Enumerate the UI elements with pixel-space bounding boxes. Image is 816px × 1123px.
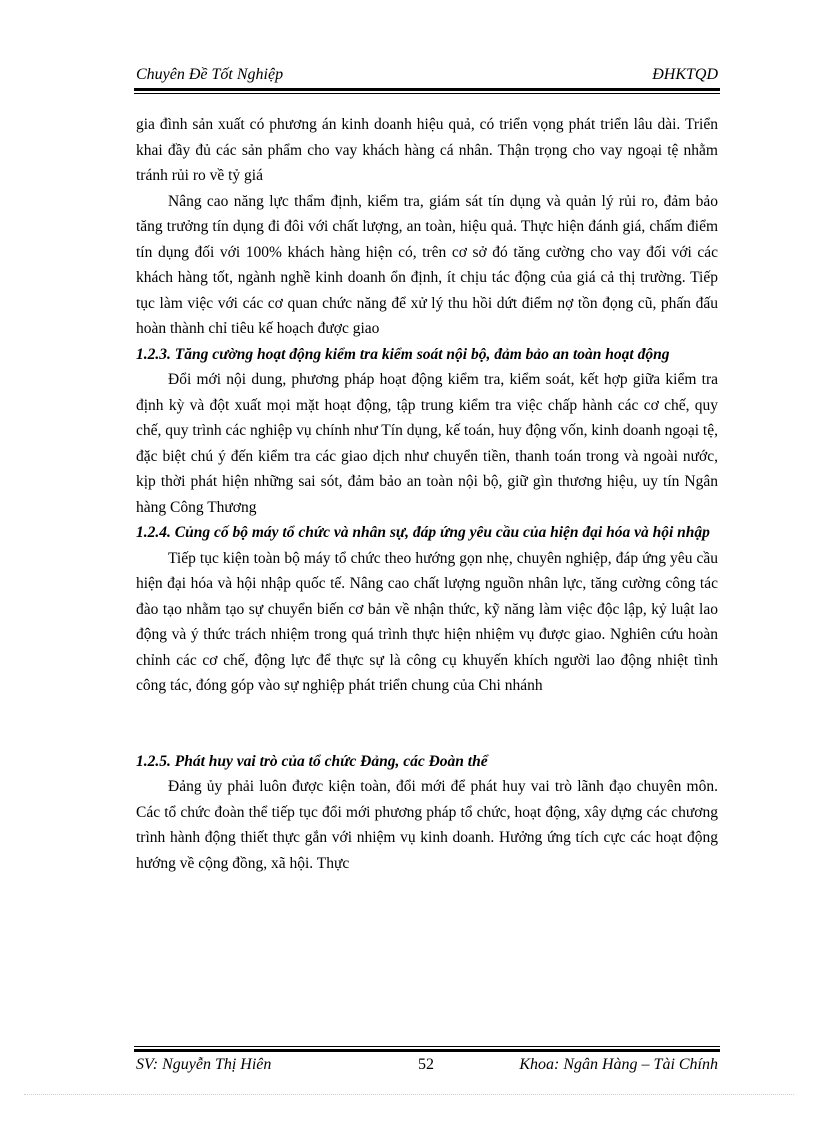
paragraph-3: Đổi mới nội dung, phương pháp hoạt động kiểm tra, kiểm soát, kết hợp giữa kiểm tra định kỳ và đột xuất mọi mặt hoạt động, tập trung kiểm tra việc chấp hành các cơ chế, quy chế, quy trình các nghiệp vụ chính như Tín dụng, kế toán, huy động vốn, kinh doanh ngoại tệ, đặc biệt chú ý đến kiểm tra các giao dịch như chuyển tiền, thanh toán trong và ngoài nước, kịp thời phát hiện những sai sót, đảm bảo an toàn nội bộ, giữ gìn thương hiệu, uy tín Ngân hàng Công Thương [136,371,718,516]
paragraph-4: Tiếp tục kiện toàn bộ máy tổ chức theo hướng gọn nhẹ, chuyên nghiệp, đáp ứng yêu cầu hiện đại hóa và hội nhập quốc tế. Nâng cao chất lượng nguồn nhân lực, tăng cường công tác đào tạo nhằm tạo sự chuyển biến cơ bản về nhận thức, kỹ năng làm việc độc lập, kỷ luật lao động và ý thức trách nhiệm trong quá trình thực hiện nhiệm vụ được giao. Nghiên cứu hoàn chỉnh các cơ chế, động lực để thực sự là công cụ khuyến khích người lao động nhiệt tình công tác, đóng góp vào sự nghiệp phát triển chung của Chi nhánh [136,549,718,694]
paragraph-2: Nâng cao năng lực thẩm định, kiểm tra, giám sát tín dụng và quản lý rủi ro, đảm bảo tăng trưởng tín dụng đi đôi với chất lượng, an toàn, hiệu quả. Thực hiện đánh giá, chấm điểm tín dụng đối với 100% khách hàng hiện có, trên cơ sở đó tăng cường cho vay đối với các khách hàng tốt, ngành nghề kinh doanh ổn định, ít chịu tác động của giá cả thị trường. Tiếp tục làm việc với các cơ quan chức năng để xử lý thu hồi dứt điểm nợ tồn đọng cũ, phấn đấu hoàn thành chỉ tiêu kế hoạch được giao [136,192,718,337]
paragraph-1: gia đình sản xuất có phương án kinh doanh hiệu quả, có triển vọng phát triển lâu dài. Triển khai đầy đủ các sản phẩm cho vay khách hàng cá nhân. Thận trọng cho vay ngoại tệ nhằm tránh rủi ro về tỷ giá [136,116,718,184]
page-footer [134,1054,720,1078]
header-rule-thick [134,88,720,91]
footer-rule-thick [134,1049,720,1052]
blank-space [136,699,718,749]
footer-student-name: SV: Nguyễn Thị Hiên [136,1056,272,1073]
section-heading-1-2-5: 1.2.5. Phát huy vai trò của tổ chức Đảng, các Đoàn thể [136,752,488,770]
footer-rule-thin [134,1046,720,1047]
header-document-title: Chuyên Đề Tốt Nghiệp [136,66,284,83]
section-heading-1-2-3: 1.2.3. Tăng cường hoạt động kiểm tra kiểm soát nội bộ, đảm bảo an toàn hoạt động [136,345,670,363]
header-institution: ĐHKTQD [652,66,718,83]
paragraph-5: Đảng ủy phải luôn được kiện toàn, đổi mới để phát huy vai trò lãnh đạo chuyên môn. Các tổ chức đoàn thể tiếp tục đổi mới phương pháp tổ chức, hoạt động, xây dựng các chương trình hành động thiết thực gắn với nhiệm vụ kinh doanh. Hưởng ứng tích cực các hoạt động hướng về cộng đồng, xã hội. Thực [136,778,718,872]
page-number: 52 [418,1056,434,1073]
page-header [134,64,720,88]
page-edge-divider [24,1094,794,1095]
page-body [136,112,718,876]
footer-faculty: Khoa: Ngân Hàng – Tài Chính [519,1056,718,1073]
section-heading-1-2-4: 1.2.4. Củng cố bộ máy tổ chức và nhân sự, đáp ứng yêu cầu của hiện đại hóa và hội nhập [136,524,710,541]
header-rule-thin [134,93,720,94]
